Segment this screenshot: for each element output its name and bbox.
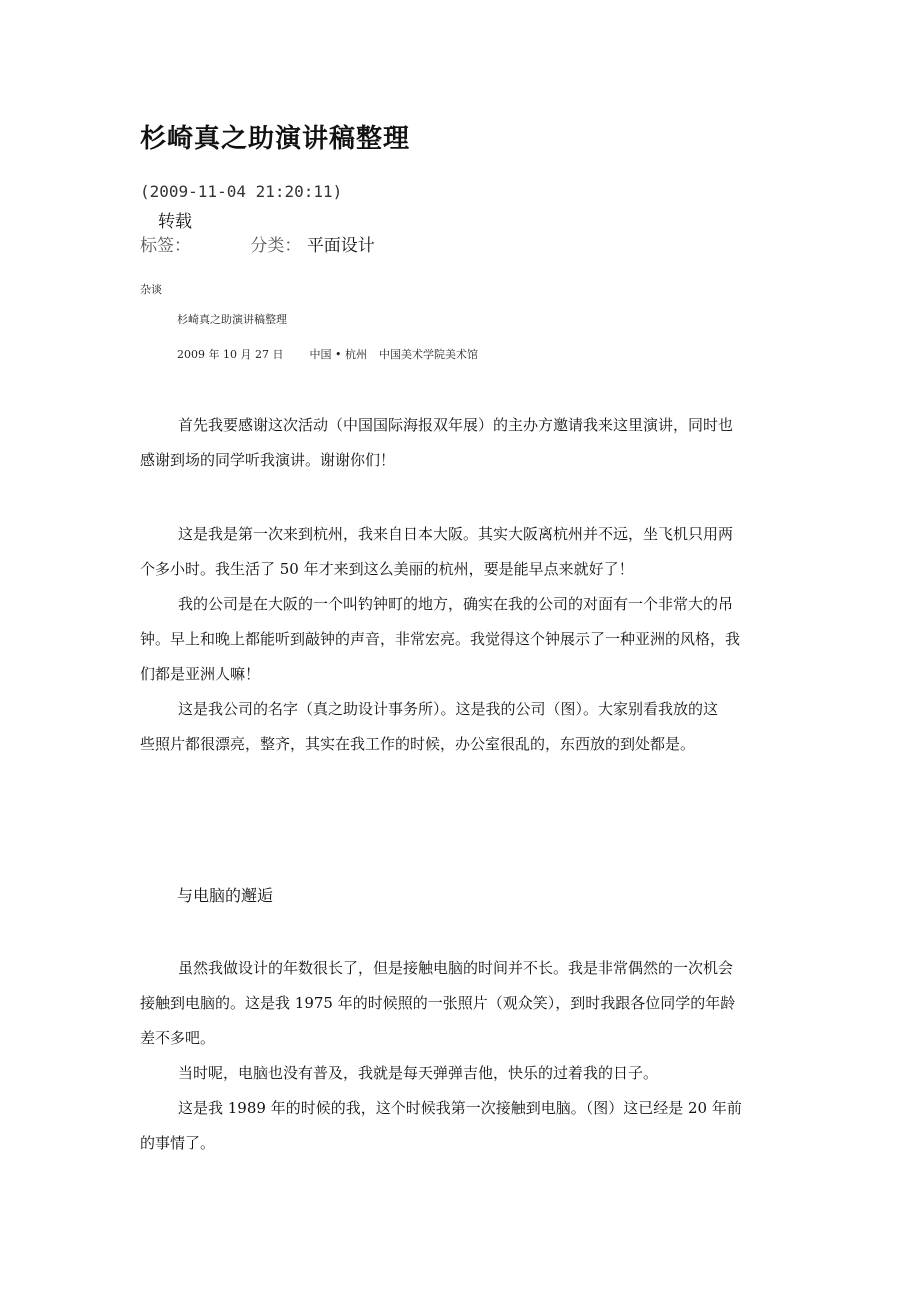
- paragraph-1989: [140, 1091, 782, 1161]
- event-venue: 中国美术学院美术馆: [378, 348, 478, 361]
- paragraph-line: 们都是亚洲人嘛！: [140, 665, 261, 683]
- category-link[interactable]: 平面设计: [306, 236, 375, 256]
- paragraph-line: 差不多吧。: [140, 1029, 216, 1047]
- paragraph-line: 虽然我做设计的年数很长了，但是接触电脑的时间并不长。我是非常偶然的一次机会: [178, 959, 734, 977]
- paragraph-hangzhou: [140, 517, 782, 587]
- article-title: 杉崎真之助演讲稿整理: [140, 124, 411, 154]
- event-info: [177, 346, 478, 362]
- paragraph-thanks: [140, 408, 782, 478]
- meta-row: [140, 231, 375, 256]
- paragraph-line: 接触到电脑的。这是我 1975 年的时候照的一张照片（观众笑），到时我跟各位同学的年龄: [140, 994, 736, 1012]
- paragraph-line: 感谢到场的同学听我演讲。谢谢你们！: [140, 451, 396, 469]
- small-subtitle: 杉崎真之助演讲稿整理: [177, 313, 287, 326]
- repost-label: 转载: [158, 212, 192, 232]
- paragraph-line: 这是我公司的名字（真之助设计事务所）。这是我的公司（图）。大家别看我放的这: [178, 700, 719, 718]
- paragraph-line: 当时呢，电脑也没有普及，我就是每天弹弹吉他，快乐的过着我的日子。: [178, 1064, 659, 1082]
- category-label: 分类：: [250, 236, 302, 256]
- paragraph-office: [140, 692, 782, 762]
- event-date: 2009 年 10 月 27 日: [177, 348, 284, 361]
- paragraph-line: 我的公司是在大阪的一个叫钓钟町的地方，确实在我的公司的对面有一个非常大的吊: [178, 595, 734, 613]
- event-location: 中国 • 杭州: [309, 348, 367, 361]
- paragraph-line: 个多小时。我生活了 50 年才来到这么美丽的杭州，要是能早点来就好了！: [140, 560, 634, 578]
- paragraph-guitar: [140, 1056, 782, 1091]
- tags-label: 标签：: [140, 236, 191, 256]
- section-heading: 与电脑的邂逅: [177, 886, 274, 905]
- paragraph-computer-encounter: [140, 951, 782, 1056]
- small-category: 杂谈: [140, 283, 162, 296]
- paragraph-line: 钟。早上和晚上都能听到敲钟的声音，非常宏亮。我觉得这个钟展示了一种亚洲的风格，我: [140, 630, 741, 648]
- paragraph-line: 这是我是第一次来到杭州，我来自日本大阪。其实大阪离杭州并不远，坐飞机只用两: [178, 525, 734, 543]
- paragraph-line: 这是我 1989 年的时候的我，这个时候我第一次接触到电脑。（图）这已经是 20 年前: [178, 1099, 742, 1117]
- paragraph-line: 的事情了。: [140, 1134, 216, 1152]
- paragraph-line: 首先我要感谢这次活动（中国国际海报双年展）的主办方邀请我来这里演讲，同时也: [178, 416, 734, 434]
- paragraph-line: 些照片都很漂亮，整齐，其实在我工作的时候，办公室很乱的，东西放的到处都是。: [140, 735, 696, 753]
- post-timestamp: (2009-11-04 21:20:11): [140, 182, 343, 201]
- paragraph-company-bell: [140, 587, 782, 692]
